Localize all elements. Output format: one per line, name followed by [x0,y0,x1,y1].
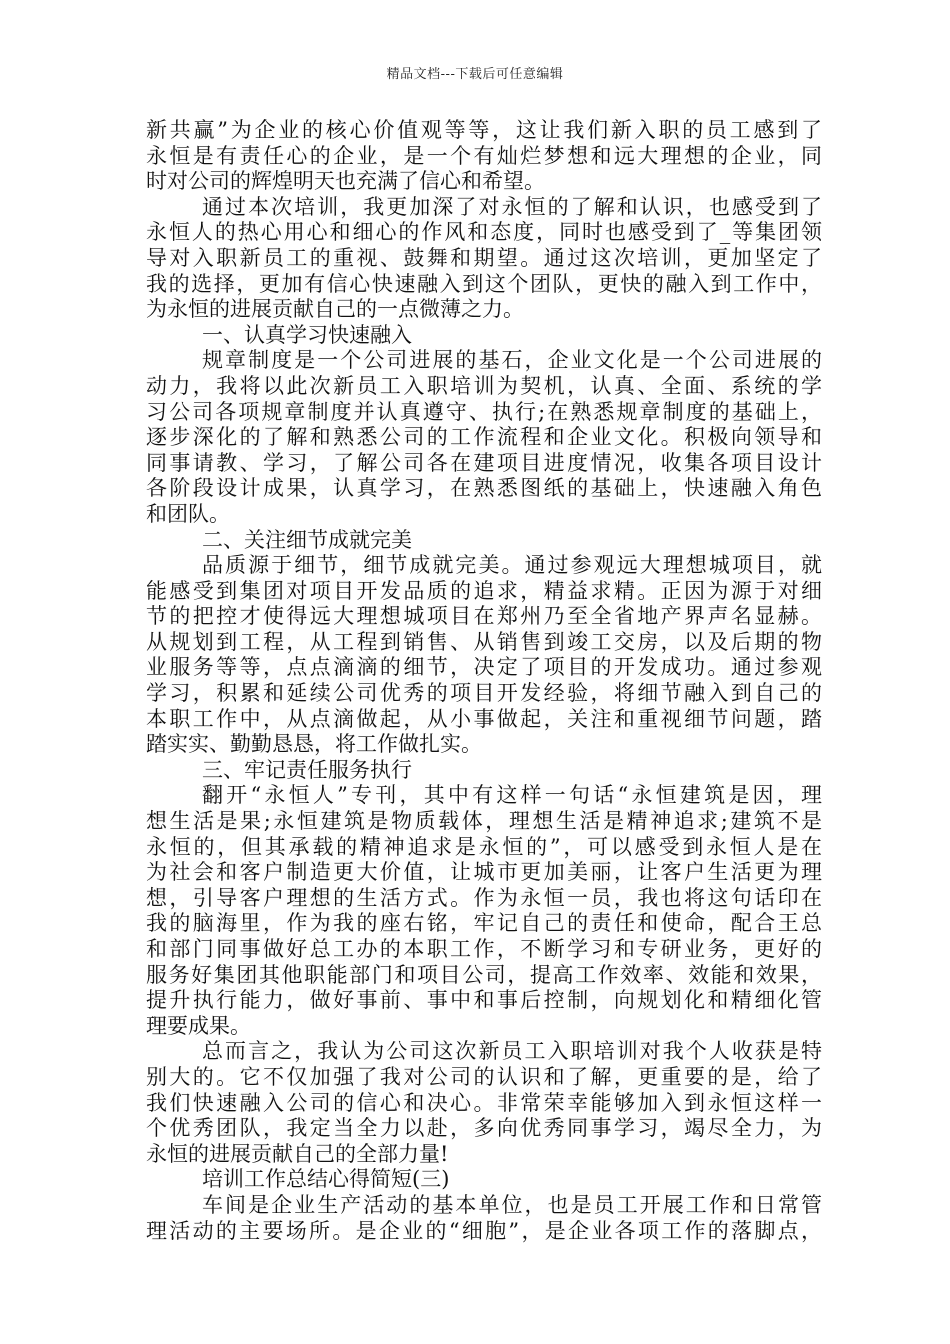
document-body [146,118,822,1244]
text-line: 同事请教、学习，了解公司各在建项目进度情况，收集各项目设计 [146,450,822,475]
text-line: 本职工作中，从点滴做起，从小事做起，关注和重视细节问题，踏 [146,706,822,731]
text-line: 品质源于细节，细节成就完美。通过参观远大理想城项目，就 [202,553,822,578]
text-line: 能感受到集团对项目开发品质的追求，精益求精。正因为源于对细 [146,578,822,603]
text-line: 永恒是有责任心的企业，是一个有灿烂梦想和远大理想的企业，同 [146,143,822,168]
text-line: 节的把控才使得远大理想城项目在郑州乃至全省地产界声名显赫。 [146,604,822,629]
text-line: 习公司各项规章制度并认真遵守、执行;在熟悉规章制度的基础上， [146,399,822,424]
section-heading: 三、牢记责任服务执行 [202,757,412,782]
page-header: 精品文档---下载后可任意编辑 [386,67,564,82]
text-line: 踏实实、勤勤恳恳，将工作做扎实。 [146,732,482,757]
text-line: 永恒的进展贡献自己的全部力量! [146,1141,449,1166]
text-line: 新共赢”为企业的核心价值观等等，这让我们新入职的员工感到了 [146,118,822,142]
text-line: 我的选择，更加有信心快速融入到这个团队，更快的融入到工作中， [146,271,822,296]
text-line: 个优秀团队，我定当全力以赴，多向优秀同事学习，竭尽全力，为 [146,1116,822,1141]
text-line: 各阶段设计成果，认真学习，在熟悉图纸的基础上，快速融入角色 [146,476,822,501]
text-line: 总而言之，我认为公司这次新员工入职培训对我个人收获是特 [202,1039,822,1064]
text-line: 和团队。 [146,501,230,526]
text-line: 提升执行能力，做好事前、事中和事后控制，向规划化和精细化管 [146,988,822,1013]
text-line: 服务好集团其他职能部门和项目公司，提高工作效率、效能和效果， [146,962,822,987]
text-line: 我的脑海里，作为我的座右铭，牢记自己的责任和使命，配合王总 [146,911,822,936]
section-heading: 二、关注细节成就完美 [202,527,412,552]
text-line: 理要成果。 [146,1013,251,1038]
text-line: 永恒人的热心用心和细心的作风和态度，同时也感受到了_等集团领 [146,220,822,245]
text-line: 翻开“永恒人”专刊，其中有这样一句话“永恒建筑是因，理 [202,783,822,808]
text-line: 逐步深化的了解和熟悉公司的工作流程和企业文化。积极向领导和 [146,425,822,450]
text-line: 规章制度是一个公司进展的基石，企业文化是一个公司进展的 [202,348,822,373]
text-line: 通过本次培训，我更加深了对永恒的了解和认识，也感受到了 [202,194,822,219]
text-line: 想，引导客户理想的生活方式。作为永恒一员，我也将这句话印在 [146,885,822,910]
text-line: 学习，积累和延续公司优秀的项目开发经验，将细节融入到自己的 [146,681,822,706]
text-line: 业服务等等，点点滴滴的细节，决定了项目的开发成功。通过参观 [146,655,822,680]
text-line: 我们快速融入公司的信心和决心。非常荣幸能够加入到永恒这样一 [146,1090,822,1115]
text-line: 永恒的，但其承载的精神追求是永恒的”，可以感受到永恒人是在 [146,834,822,859]
text-line: 为永恒的进展贡献自己的一点微薄之力。 [146,297,524,322]
text-line: 为社会和客户制造更大价值，让城市更加美丽，让客户生活更为理 [146,860,822,885]
text-line: 别大的。它不仅加强了我对公司的认识和了解，更重要的是，给了 [146,1064,822,1089]
text-line: 车间是企业生产活动的基本单位，也是员工开展工作和日常管 [202,1192,822,1217]
section-heading: 培训工作总结心得简短(三) [202,1167,450,1192]
section-heading: 一、认真学习快速融入 [202,322,412,347]
text-line: 动力，我将以此次新员工入职培训为契机，认真、全面、系统的学 [146,373,822,398]
text-line: 导对入职新员工的重视、鼓舞和期望。通过这次培训，更加坚定了 [146,245,822,270]
text-line: 想生活是果;永恒建筑是物质载体，理想生活是精神追求;建筑不是 [146,809,822,834]
text-line: 和部门同事做好总工办的本职工作，不断学习和专研业务，更好的 [146,937,822,961]
text-line: 从规划到工程，从工程到销售、从销售到竣工交房，以及后期的物 [146,629,822,654]
text-line: 理活动的主要场所。是企业的“细胞”，是企业各项工作的落脚点， [146,1218,822,1243]
text-line: 时对公司的辉煌明天也充满了信心和希望。 [146,169,545,194]
